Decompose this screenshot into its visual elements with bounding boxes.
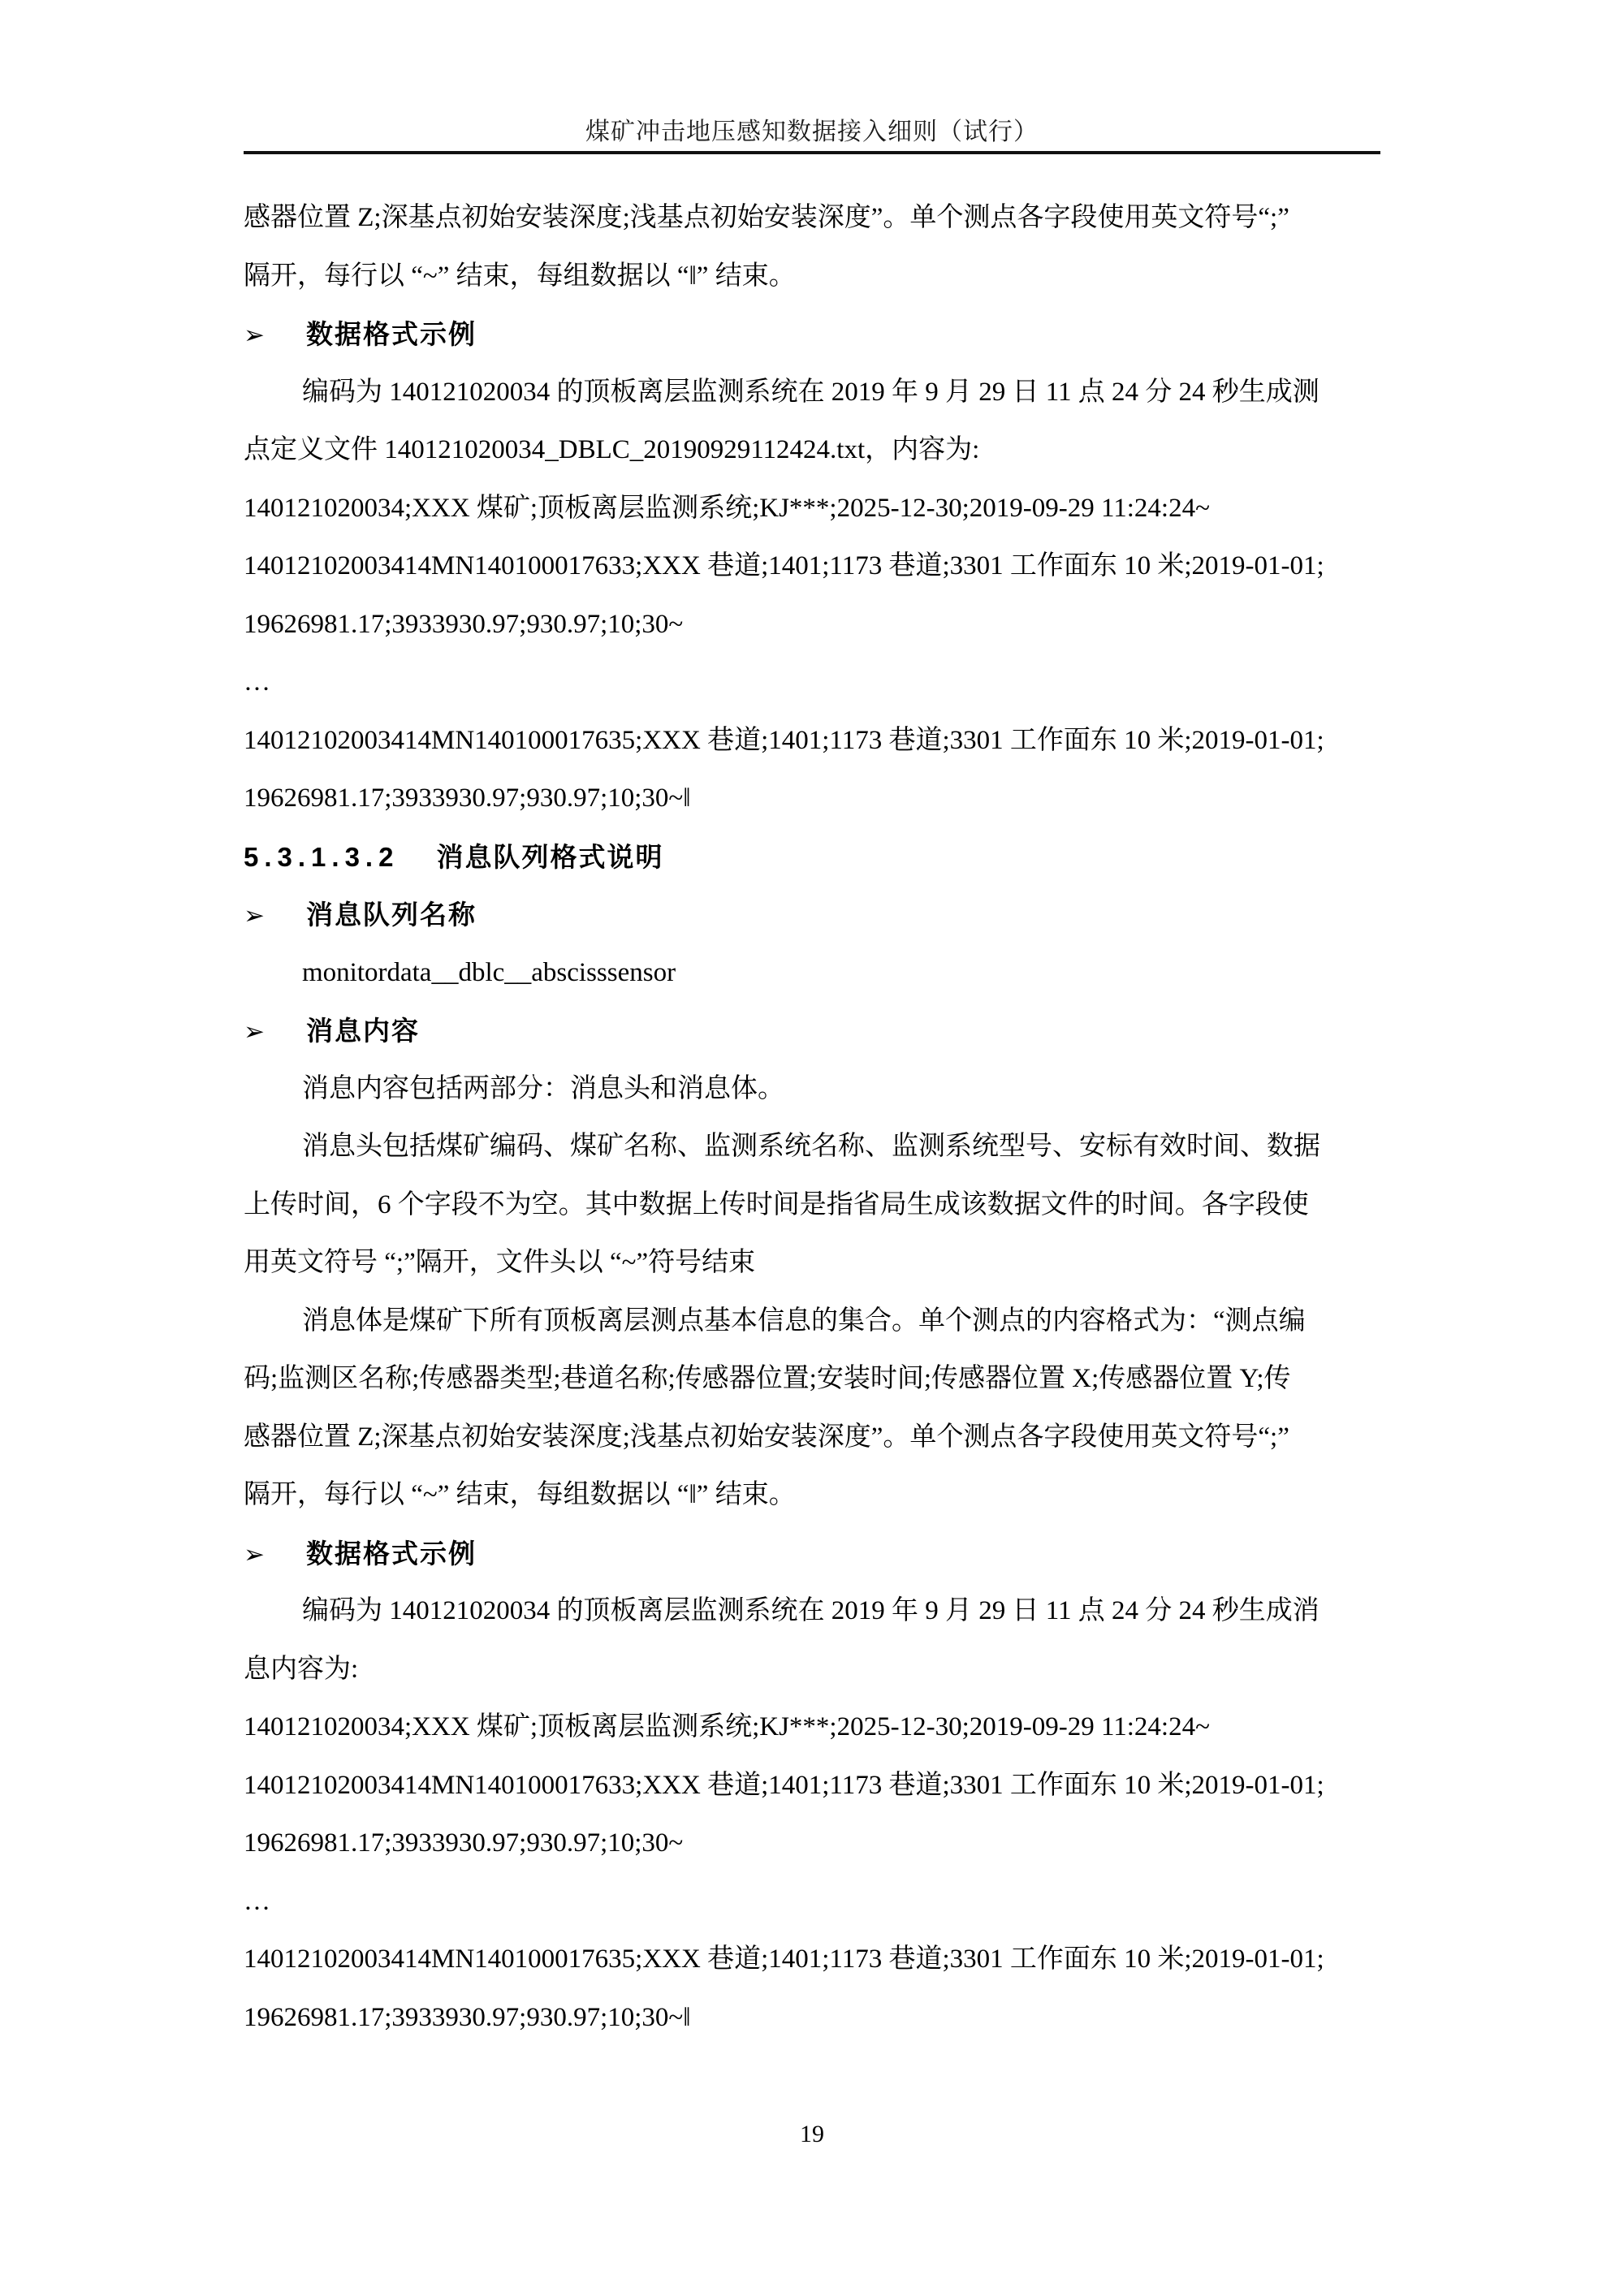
ellipsis-line: … — [244, 667, 270, 697]
code-line: 19626981.17;3933930.97;930.97;10;30~‖ — [244, 2002, 691, 2032]
arrow-bullet-icon: ➢ — [244, 901, 265, 930]
running-header-title: 煤矿冲击地压感知数据接入细则（试行） — [585, 119, 1039, 145]
bullet-label: 数据格式示例 — [306, 319, 477, 349]
bullet-item — [244, 1002, 1380, 1060]
body-line: 消息头包括煤矿编码、煤矿名称、监测系统名称、监测系统型号、安标有效时间、数据 — [302, 1132, 1320, 1161]
code-line: 19626981.17;3933930.97;930.97;10;30~ — [244, 1828, 684, 1858]
bullet-item — [244, 886, 1380, 944]
body-line: 隔开，每行以 “~” 结束，每组数据以 “‖” 结束。 — [244, 261, 796, 291]
body-line: 用英文符号 “;”隔开，文件头以 “~”符号结束 — [244, 1248, 756, 1277]
bullet-item — [244, 305, 1380, 364]
body-line: 消息内容包括两部分：消息头和消息体。 — [302, 1073, 784, 1103]
body-line: 隔开，每行以 “~” 结束，每组数据以 “‖” 结束。 — [244, 1480, 796, 1509]
body-line: 编码为 140121020034 的顶板离层监测系统在 2019 年 9 月 29 日 11 点 24 分 24 秒生成测 — [302, 377, 1320, 407]
code-line: 19626981.17;3933930.97;930.97;10;30~ — [244, 609, 684, 639]
code-line: monitordata__dblc__abscisssensor — [302, 957, 676, 987]
code-line: 14012102003414MN140100017635;XXX 巷道;1401;1173 巷道;3301 工作面东 10 米;2019-01-01; — [244, 1944, 1324, 1974]
page-header — [244, 110, 1380, 154]
bullet-item — [244, 1525, 1380, 1583]
body-line: 码;监测区名称;传感器类型;巷道名称;传感器位置;安装时间;传感器位置 X;传感器位置 Y;传 — [244, 1364, 1291, 1393]
code-line: 14012102003414MN140100017635;XXX 巷道;1401;1173 巷道;3301 工作面东 10 米;2019-01-01; — [244, 725, 1324, 755]
arrow-bullet-icon: ➢ — [244, 1017, 265, 1047]
body-line: 感器位置 Z;深基点初始安装深度;浅基点初始安装深度”。单个测点各字段使用英文符号“;” — [244, 203, 1289, 232]
bullet-label: 消息内容 — [306, 1016, 420, 1046]
page-number: 19 — [800, 2121, 824, 2147]
body-line: 点定义文件 140121020034_DBLC_20190929112424.txt，内容为: — [244, 435, 980, 464]
body-line: 编码为 140121020034 的顶板离层监测系统在 2019 年 9 月 29 日 11 点 24 分 24 秒生成消 — [302, 1596, 1320, 1625]
section-title: 消息队列格式说明 — [436, 841, 664, 872]
body-line: 息内容为: — [244, 1654, 359, 1684]
ellipsis-line: … — [244, 1886, 270, 1916]
body-line: 感器位置 Z;深基点初始安装深度;浅基点初始安装深度”。单个测点各字段使用英文符号“;” — [244, 1422, 1289, 1452]
section-number: 5.3.1.3.2 — [244, 841, 400, 872]
bullet-label: 消息队列名称 — [306, 900, 477, 930]
arrow-bullet-icon: ➢ — [244, 321, 265, 350]
body-line: 上传时间，6 个字段不为空。其中数据上传时间是指省局生成该数据文件的时间。各字段使 — [244, 1189, 1309, 1219]
code-line: 140121020034;XXX 煤矿;顶板离层监测系统;KJ***;2025-12-30;2019-09-29 11:24:24~ — [244, 1712, 1210, 1741]
code-line: 14012102003414MN140100017633;XXX 巷道;1401;1173 巷道;3301 工作面东 10 米;2019-01-01; — [244, 551, 1324, 580]
body-line: 消息体是煤矿下所有顶板离层测点基本信息的集合。单个测点的内容格式为：“测点编 — [302, 1306, 1306, 1336]
code-line: 19626981.17;3933930.97;930.97;10;30~‖ — [244, 783, 691, 813]
arrow-bullet-icon: ➢ — [244, 1539, 265, 1569]
section-heading — [244, 828, 1380, 887]
document-body — [244, 189, 1380, 2047]
bullet-label: 数据格式示例 — [306, 1538, 477, 1569]
code-line: 140121020034;XXX 煤矿;顶板离层监测系统;KJ***;2025-12-30;2019-09-29 11:24:24~ — [244, 493, 1210, 523]
code-line: 14012102003414MN140100017633;XXX 巷道;1401;1173 巷道;3301 工作面东 10 米;2019-01-01; — [244, 1770, 1324, 1800]
